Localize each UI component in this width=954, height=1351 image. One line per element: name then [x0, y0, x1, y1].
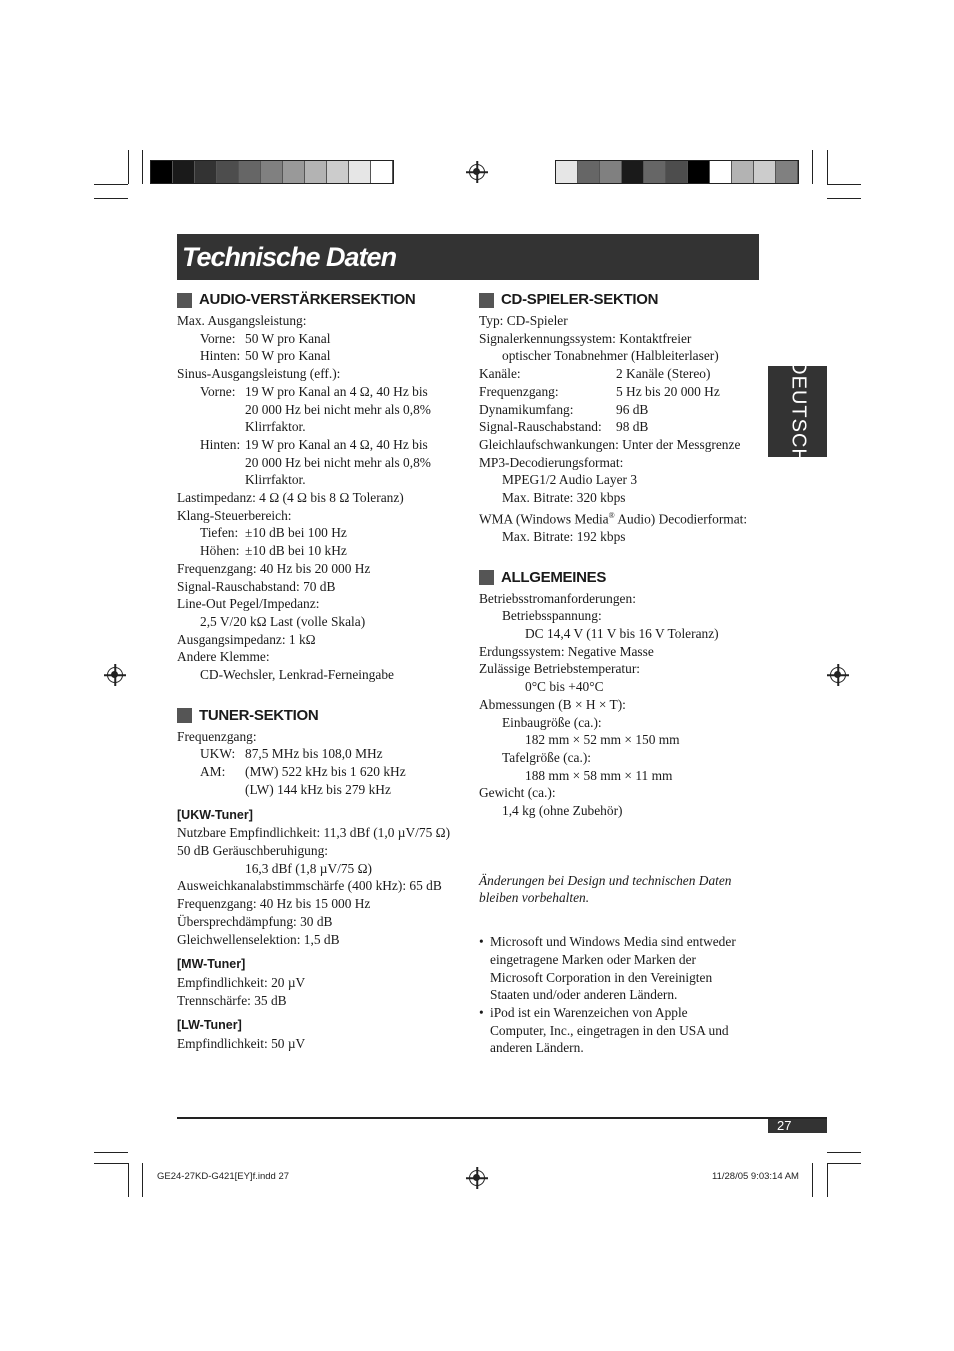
registration-mark-icon [830, 667, 846, 683]
color-swatch [710, 161, 732, 183]
spec-line: 16,3 dBf (1,8 µV/75 Ω) [245, 860, 373, 876]
section-square-icon [479, 293, 494, 308]
spec-line: Klang-Steuerbereich: [177, 507, 292, 523]
spec-line: Vorne: 50 W pro Kanal [200, 330, 331, 346]
spec-line: Frequenzgang: [177, 728, 257, 744]
spec-line: Betriebsspannung: [502, 608, 602, 624]
spec-line: Signal-Rauschabstand: 98 dB [479, 419, 649, 435]
spec-line: Max. Ausgangsleistung: [177, 313, 307, 328]
trademark-list [479, 933, 769, 1057]
language-tab [768, 359, 827, 464]
spec-line: Signal-Rauschabstand: 70 dB [177, 578, 336, 594]
spec-line: 0°C bis +40°C [525, 679, 604, 695]
color-swatch [261, 161, 283, 183]
right-column [479, 288, 769, 1057]
crop-mark [128, 150, 129, 184]
color-swatch [151, 161, 173, 183]
spec-line: Lastimpedanz: 4 Ω (4 Ω bis 8 Ω Toleranz) [177, 490, 404, 506]
trademark-item: • Microsoft und Windows Media sind entweder eingetragene Marken oder Marken der Microsoft Corporation in den Vereinigten Staaten und/oder anderen Ländern. [479, 933, 769, 1004]
spec-line: Hinten: 19 W pro Kanal an 4 Ω, 40 Hz bis [200, 436, 428, 452]
color-swatch [556, 161, 578, 183]
color-swatch [217, 161, 239, 183]
spec-line: 20 000 Hz bei nicht mehr als 0,8% [245, 401, 431, 417]
spec-line: Empfindlichkeit: 20 µV [177, 974, 306, 990]
spec-line: Empfindlichkeit: 50 µV [177, 1036, 306, 1052]
spec-line: Trennschärfe: 35 dB [177, 992, 287, 1008]
spec-line: Frequenzgang: 40 Hz bis 20 000 Hz [177, 560, 371, 576]
spec-line: Kanäle: 2 Kanäle (Stereo) [479, 366, 711, 382]
spec-line: Übersprechdämpfung: 30 dB [177, 913, 333, 929]
disclaimer-note: bleiben vorbehalten. [479, 890, 590, 906]
spec-line: AM: (MW) 522 kHz bis 1 620 kHz [200, 764, 406, 780]
spec-line: optischer Tonabnehmer (Halbleiterlaser) [502, 348, 719, 364]
section-square-icon [177, 293, 192, 308]
spec-line: 20 000 Hz bei nicht mehr als 0,8% [245, 454, 431, 470]
crop-mark [812, 150, 813, 184]
section-heading-tuner: TUNER-SEKTION [177, 704, 467, 728]
spec-line: Zulässige Betriebstemperatur: [479, 661, 641, 677]
color-swatch [305, 161, 327, 183]
section-heading-audio: AUDIO-VERSTÄRKERSEKTION [177, 288, 467, 312]
slug-datetime: 11/28/05 9:03:14 AM [712, 1171, 799, 1182]
page-number: 27 [768, 1119, 827, 1133]
color-swatch [688, 161, 710, 183]
spec-line: 188 mm × 58 mm × 11 mm [525, 767, 673, 783]
subheading-mw: [MW-Tuner] [177, 957, 246, 972]
registration-mark-icon [107, 667, 123, 683]
color-swatch [173, 161, 195, 183]
spec-line: Gleichlaufschwankungen: Unter der Messgrenze [479, 436, 741, 452]
spec-line: Gewicht (ca.): [479, 785, 556, 801]
spec-line: Sinus-Ausgangsleistung (eff.): [177, 366, 341, 382]
section-square-icon [479, 570, 494, 585]
spec-line: Hinten: 50 W pro Kanal [200, 348, 331, 364]
color-swatch [622, 161, 644, 183]
color-bar-left [150, 160, 394, 184]
spec-line: Erdungssystem: Negative Masse [479, 643, 654, 659]
color-bar-right [555, 160, 799, 184]
footer-rule [177, 1117, 827, 1119]
page-title: Technische Daten [182, 242, 397, 272]
color-swatch [754, 161, 776, 183]
spec-line: Andere Klemme: [177, 649, 270, 665]
section-square-icon [177, 708, 192, 723]
spec-line: Gleichwellenselektion: 1,5 dB [177, 931, 340, 947]
color-swatch [600, 161, 622, 183]
color-swatch [578, 161, 600, 183]
spec-line: Frequenzgang: 5 Hz bis 20 000 Hz [479, 383, 720, 399]
spec-line: WMA (Windows Media® Audio) Decodierformat: [479, 510, 748, 527]
spec-line: MPEG1/2 Audio Layer 3 [502, 472, 638, 488]
slug-filename: GE24-27KD-G421[EY]f.indd 27 [157, 1171, 290, 1182]
spec-line: Dynamikumfang: 96 dB [479, 401, 649, 417]
crop-mark [827, 1163, 861, 1164]
color-swatch [666, 161, 688, 183]
spec-line: 1,4 kg (ohne Zubehör) [502, 803, 623, 819]
crop-mark [128, 1163, 129, 1197]
section-heading-general: ALLGEMEINES [479, 566, 769, 590]
color-swatch [644, 161, 666, 183]
spec-line: Klirrfaktor. [245, 419, 306, 435]
spec-line: CD-Wechsler, Lenkrad-Ferneingabe [200, 667, 394, 683]
crop-mark [94, 198, 128, 199]
spec-line: Ausweichkanalabstimmschärfe (400 kHz): 65 dB [177, 878, 442, 894]
color-swatch [239, 161, 261, 183]
language-tab-label: DEUTSCH [787, 359, 809, 464]
color-swatch [349, 161, 371, 183]
crop-mark [827, 1152, 861, 1153]
spec-line: Klirrfaktor. [245, 472, 306, 488]
spec-line: Typ: CD-Spieler [479, 313, 568, 328]
spec-line: Vorne: 19 W pro Kanal an 4 Ω, 40 Hz bis [200, 383, 428, 399]
crop-mark [827, 184, 861, 185]
subheading-lw: [LW-Tuner] [177, 1018, 242, 1033]
color-swatch [283, 161, 305, 183]
spec-line: Frequenzgang: 40 Hz bis 15 000 Hz [177, 896, 371, 912]
spec-line: (LW) 144 kHz bis 279 kHz [245, 781, 391, 797]
spec-line: Tiefen: ±10 dB bei 100 Hz [200, 525, 347, 541]
spec-line: Line-Out Pegel/Impedanz: [177, 596, 320, 612]
spec-line: Max. Bitrate: 192 kbps [502, 528, 626, 544]
crop-mark [812, 1163, 813, 1197]
color-swatch [776, 161, 798, 183]
crop-mark [142, 1163, 143, 1197]
registration-mark-icon [469, 164, 485, 180]
spec-line: 2,5 V/20 kΩ Last (volle Skala) [200, 613, 366, 629]
color-swatch [195, 161, 217, 183]
crop-mark [142, 150, 143, 184]
title-bar [177, 234, 759, 280]
spec-line: Tafelgröße (ca.): [502, 749, 592, 765]
subheading-ukw: [UKW-Tuner] [177, 807, 253, 822]
spec-line: Einbaugröße (ca.): [502, 714, 602, 730]
color-swatch [327, 161, 349, 183]
spec-line: 50 dB Geräuschberuhigung: [177, 842, 328, 858]
registration-mark-icon [469, 1170, 485, 1186]
spec-line: Abmessungen (B × H × T): [479, 696, 626, 712]
spec-line: Betriebsstromanforderungen: [479, 590, 636, 606]
crop-mark [94, 1152, 128, 1153]
disclaimer-note: Änderungen bei Design und technischen Daten [479, 872, 732, 888]
spec-line: DC 14,4 V (11 V bis 16 V Toleranz) [525, 626, 719, 642]
crop-mark [827, 150, 828, 184]
crop-mark [827, 1163, 828, 1197]
spec-line: MP3-Decodierungsformat: [479, 454, 624, 470]
crop-mark [94, 1163, 128, 1164]
color-swatch [732, 161, 754, 183]
spec-line: UKW: 87,5 MHz bis 108,0 MHz [200, 746, 383, 762]
spec-line: Signalerkennungssystem: Kontaktfreier [479, 330, 692, 346]
spec-line: Höhen: ±10 dB bei 10 kHz [200, 543, 347, 559]
crop-mark [827, 198, 861, 199]
crop-mark [94, 184, 128, 185]
trademark-item: • iPod ist ein Warenzeichen von Apple Computer, Inc., eingetragen in den USA und anderen Ländern. [479, 1004, 769, 1057]
section-heading-cd: CD-SPIELER-SEKTION [479, 288, 769, 312]
spec-line: Ausgangsimpedanz: 1 kΩ [177, 631, 316, 647]
spec-line: Nutzbare Empfindlichkeit: 11,3 dBf (1,0 µV/75 Ω) [177, 825, 451, 841]
spec-line: Max. Bitrate: 320 kbps [502, 490, 626, 506]
color-swatch [371, 161, 393, 183]
spec-line: 182 mm × 52 mm × 150 mm [525, 732, 680, 748]
left-column [177, 288, 467, 1053]
